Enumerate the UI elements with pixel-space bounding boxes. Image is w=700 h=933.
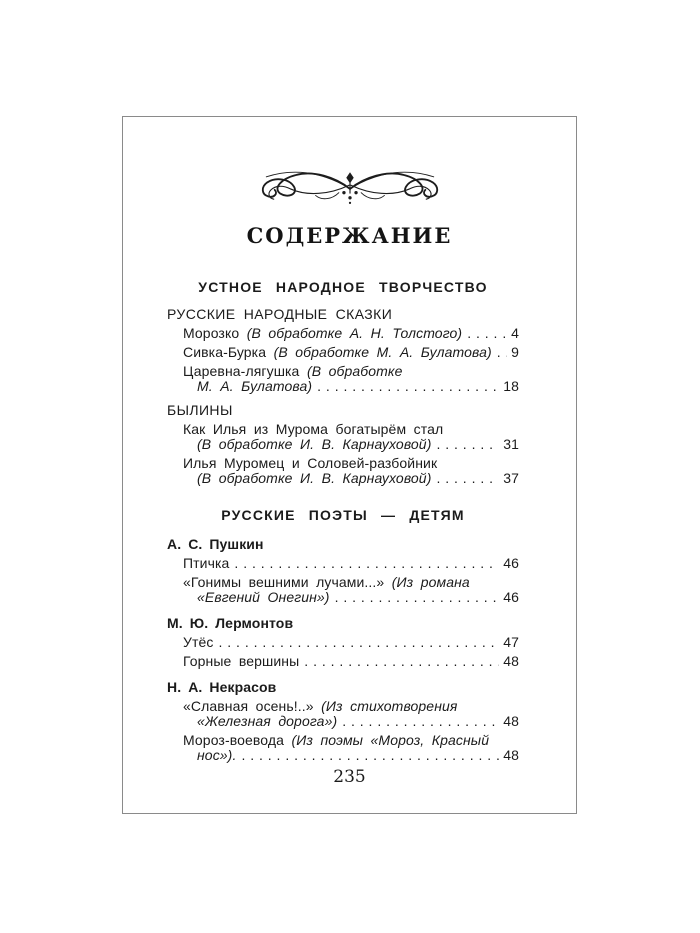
toc-line	[183, 575, 519, 590]
page-ref: 48	[503, 713, 519, 729]
dot-leader	[497, 345, 507, 360]
toc-line	[183, 345, 519, 360]
toc-line	[183, 379, 519, 394]
toc-line	[183, 471, 519, 486]
toc-entry-text	[183, 575, 470, 590]
toc-line	[183, 590, 519, 605]
dot-leader	[342, 714, 499, 729]
page-ref: 31	[503, 436, 519, 452]
toc-line	[183, 556, 519, 571]
page-ref: 4	[511, 325, 519, 341]
page-ref: 48	[503, 747, 519, 763]
toc-entry-text	[183, 654, 299, 669]
toc-line	[183, 733, 519, 748]
toc-entry-text	[197, 437, 431, 452]
toc-entry-title: «Гонимы вешними лучами...»	[183, 574, 392, 590]
toc-entry-note: М. А. Булатова)	[197, 378, 313, 394]
toc-entry-note: «Железная дорога»)	[197, 713, 338, 729]
dot-leader	[304, 654, 499, 669]
toc-entry	[167, 699, 519, 729]
dot-leader	[317, 379, 499, 394]
toc-entry-title: Горные вершины	[183, 653, 300, 669]
dot-leader	[219, 635, 500, 650]
page-ref: 18	[503, 378, 519, 394]
page-title: СОДЕРЖАНИЕ	[246, 223, 453, 248]
dot-leader	[335, 590, 500, 605]
toc-line	[183, 326, 519, 341]
toc-entry-note: (Из стихотворения	[321, 698, 458, 714]
toc-group-label: М. Ю. Лермонтов	[167, 615, 294, 631]
toc-entry-title: Как Илья из Мурома богатырём стал	[183, 421, 444, 437]
folio-page-number: 235	[333, 767, 366, 787]
toc-group-label: БЫЛИНЫ	[167, 402, 233, 418]
toc-entry-title: Илья Муромец и Соловей-разбойник	[183, 455, 438, 471]
toc-entry-text	[197, 379, 312, 394]
toc-entry-title: Сивка-Бурка	[183, 344, 274, 360]
toc-entry-text	[183, 326, 462, 341]
toc-entry	[167, 326, 519, 341]
toc-entry-note: (В обработке И. В. Карнауховой)	[197, 470, 432, 486]
toc-line	[183, 364, 519, 379]
toc-entry-text	[197, 714, 337, 729]
toc-entry	[167, 635, 519, 650]
toc-entry-note: (В обработке А. Н. Толстого)	[246, 325, 463, 341]
toc	[123, 249, 576, 767]
page-ref: 48	[503, 653, 519, 669]
toc-entry-text	[183, 422, 443, 437]
toc-entry	[167, 345, 519, 360]
toc-entry-note: (В обработке И. В. Карнауховой)	[197, 436, 432, 452]
toc-entry-note: (Из поэмы «Мороз, Красный	[291, 732, 490, 748]
dot-leader	[241, 748, 499, 763]
toc-group-label: А. С. Пушкин	[167, 536, 264, 552]
page-frame	[122, 116, 577, 814]
toc-line	[183, 714, 519, 729]
toc-entry	[167, 575, 519, 605]
toc-entry-note: (Из романа	[391, 574, 470, 590]
toc-entry-text	[183, 699, 457, 714]
toc-line	[183, 635, 519, 650]
toc-entry-text	[183, 364, 402, 379]
toc-entry-text	[197, 590, 330, 605]
toc-section-heading: РУССКИЕ ПОЭТЫ — ДЕТЯМ	[221, 507, 465, 523]
toc-entry	[167, 556, 519, 571]
page-ref: 46	[503, 555, 519, 571]
page-ref: 9	[511, 344, 519, 360]
toc-entry-title: Морозко	[183, 325, 247, 341]
toc-group-label: РУССКИЕ НАРОДНЫЕ СКАЗКИ	[167, 306, 393, 322]
toc-entry-note: (В обработке	[306, 363, 403, 379]
toc-entry-text	[183, 733, 489, 748]
toc-line	[183, 456, 519, 471]
toc-entry-title: «Славная осень!..»	[183, 698, 322, 714]
toc-line	[183, 654, 519, 669]
page-ref: 46	[503, 589, 519, 605]
dot-leader	[436, 437, 499, 452]
toc-entry-title: Утёс	[183, 634, 214, 650]
dot-leader	[467, 326, 507, 341]
flourish-divider-icon	[257, 167, 443, 209]
toc-entry-note: (В обработке М. А. Булатова)	[273, 344, 492, 360]
toc-line	[183, 699, 519, 714]
toc-section-heading: УСТНОЕ НАРОДНОЕ ТВОРЧЕСТВО	[198, 279, 488, 295]
toc-entry	[167, 654, 519, 669]
toc-entry-note: нос»).	[197, 747, 237, 763]
toc-entry-title: Царевна-лягушка	[183, 363, 307, 379]
toc-entry-text	[183, 556, 229, 571]
toc-entry	[167, 364, 519, 394]
page-ref: 37	[503, 470, 519, 486]
dot-leader	[234, 556, 499, 571]
toc-entry	[167, 422, 519, 452]
toc-entry-title: Птичка	[183, 555, 230, 571]
page-ref: 47	[503, 634, 519, 650]
toc-entry-text	[183, 345, 492, 360]
toc-entry	[167, 733, 519, 763]
dot-leader	[436, 471, 499, 486]
toc-line	[183, 422, 519, 437]
toc-line	[183, 748, 519, 763]
toc-entry-note: «Евгений Онегин»)	[197, 589, 330, 605]
toc-entry	[167, 456, 519, 486]
toc-line	[183, 437, 519, 452]
toc-entry-text	[183, 635, 214, 650]
toc-entry-text	[197, 748, 236, 763]
toc-entry-text	[197, 471, 431, 486]
toc-entry-title: Мороз-воевода	[183, 732, 292, 748]
toc-group-label: Н. А. Некрасов	[167, 679, 277, 695]
toc-entry-text	[183, 456, 437, 471]
